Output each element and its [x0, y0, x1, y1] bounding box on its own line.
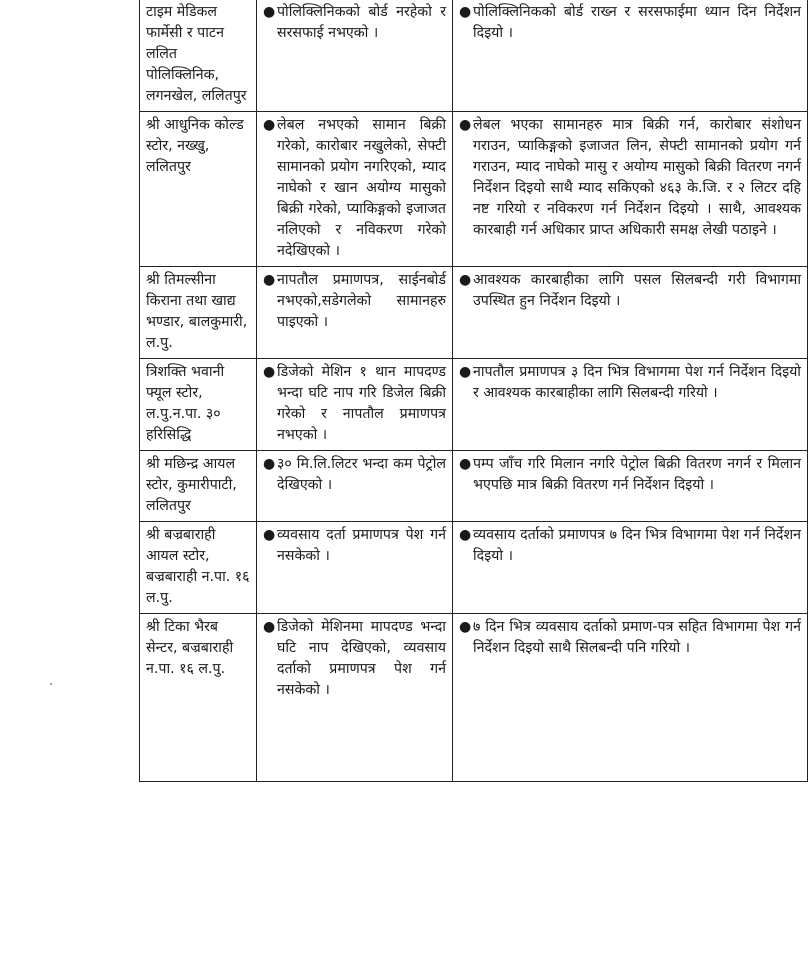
firm-cell: टाइम मेडिकल फार्मेसी र पाटन ललित पोलिक्लिनिक, लगनखेल, ललितपुर: [140, 0, 257, 112]
bullet-icon: ●: [263, 4, 276, 20]
table-row: [140, 614, 808, 782]
finding-cell: [257, 451, 453, 522]
table-row: [140, 0, 808, 112]
finding-text: लेबल नभएको सामान बिक्री गरेको, कारोबार नखुलेको, सेफ्टी सामानको प्रयोग नगरिएको, म्याद नाघेको र खान अयोग्य मासुको बिक्री गरेको, प्याकिङ्गको इजाजत नलिएको र नविकरण गरेको नदेखिएको ।: [277, 117, 446, 259]
bullet-icon: ●: [459, 117, 472, 133]
finding-cell: [257, 112, 453, 267]
table-row: [140, 112, 808, 267]
action-cell: [453, 522, 808, 614]
bullet-icon: ●: [459, 4, 472, 20]
action-text: ७ दिन भित्र व्यवसाय दर्ताको प्रमाण-पत्र सहित विभागमा पेश गर्न निर्देशन दिइयो साथै सिलबन्दी पनि गरियो ।: [473, 619, 801, 656]
firm-cell: श्री मछिन्द्र आयल स्टोर, कुमारीपाटी, ललितपुर: [140, 451, 257, 522]
finding-text: डिजेको मेशिन १ थान मापदण्ड भन्दा घटि नाप गरि डिजेल बिक्री गरेको र नापतौल प्रमाणपत्र नभएको ।: [277, 364, 446, 443]
bullet-icon: ●: [263, 527, 276, 543]
finding-cell: [257, 522, 453, 614]
bullet-icon: ●: [263, 456, 276, 472]
finding-text: ३० मि.लि.लिटर भन्दा कम पेट्रोल देखिएको ।: [277, 456, 446, 493]
action-cell: [453, 112, 808, 267]
bullet-icon: ●: [459, 364, 472, 380]
finding-cell: [257, 0, 453, 112]
firm-cell: श्री बज्रबाराही आयल स्टोर, बज्रबाराही न.पा. १६ ल.पु.: [140, 522, 257, 614]
table-row: [140, 522, 808, 614]
action-text: पोलिक्लिनिकको बोर्ड राख्न र सरसफाईमा ध्यान दिन निर्देशन दिइयो ।: [473, 4, 801, 41]
finding-cell: [257, 614, 453, 782]
bullet-icon: ●: [459, 619, 472, 635]
action-cell: [453, 359, 808, 451]
table-row: [140, 359, 808, 451]
action-cell: [453, 451, 808, 522]
finding-cell: [257, 359, 453, 451]
finding-text: नापतौल प्रमाणपत्र, साईनबोर्ड नभएको,सडेगलेको सामानहरु पाइएको ।: [277, 272, 446, 330]
action-cell: [453, 614, 808, 782]
bullet-icon: ●: [263, 619, 276, 635]
finding-cell: [257, 267, 453, 359]
bullet-icon: ●: [459, 272, 472, 288]
firm-cell: त्रिशक्ति भवानी फ्यूल स्टोर, ल.पु.न.पा. ३० हरिसिद्धि: [140, 359, 257, 451]
firm-cell: श्री आधुनिक कोल्ड स्टोर, नख्खु, ललितपुर: [140, 112, 257, 267]
action-text: आवश्यक कारबाहीका लागि पसल सिलबन्दी गरी विभागमा उपस्थित हुन निर्देशन दिइयो ।: [473, 272, 801, 309]
action-text: नापतौल प्रमाणपत्र ३ दिन भित्र विभागमा पेश गर्न निर्देशन दिइयो र आवश्यक कारबाहीका लागि सिलबन्दी गरियो ।: [473, 364, 801, 401]
inspection-table: [139, 0, 808, 782]
bullet-icon: ●: [263, 364, 276, 380]
bullet-icon: ●: [459, 527, 472, 543]
action-cell: [453, 0, 808, 112]
scan-speck: [50, 683, 52, 685]
action-text: लेबल भएका सामानहरु मात्र बिक्री गर्न, कारोबार संशोधन गराउन, प्याकिङ्गको इजाजत लिन, सेफ्टी सामानको प्रयोग गर्न गराउन, म्याद नाघेको मासु र अयोग्य मासुको बिक्री वितरण नगर्न निर्देशन दिइयो साथै म्याद सकिएको ४६३ के.जि. र २ लिटर दहि नष्ट गरियो र नविकरण गर्न निर्देशन दिइयो । साथै, आवश्यक कारबाही गर्न अधिकार प्राप्त अधिकारी समक्ष लेखी पठाइने ।: [473, 117, 801, 238]
firm-cell: श्री तिमल्सीना किराना तथा खाद्य भण्डार, बालकुमारी, ल.पु.: [140, 267, 257, 359]
action-cell: [453, 267, 808, 359]
table-row: [140, 451, 808, 522]
action-text: व्यवसाय दर्ताको प्रमाणपत्र ७ दिन भित्र विभागमा पेश गर्न निर्देशन दिइयो ।: [473, 527, 801, 564]
bullet-icon: ●: [459, 456, 472, 472]
firm-cell: श्री टिका भैरब सेन्टर, बज्रबाराही न.पा. १६ ल.पु.: [140, 614, 257, 782]
bullet-icon: ●: [263, 272, 276, 288]
finding-text: व्यवसाय दर्ता प्रमाणपत्र पेश गर्न नसकेको ।: [277, 527, 446, 564]
table-row: [140, 267, 808, 359]
finding-text: पोलिक्लिनिकको बोर्ड नरहेको र सरसफाई नभएको ।: [277, 4, 446, 41]
finding-text: डिजेको मेशिनमा मापदण्ड भन्दा घटि नाप देखिएको, व्यवसाय दर्ताको प्रमाणपत्र पेश गर्न नसकेको ।: [277, 619, 446, 698]
action-text: पम्प जाँच गरि मिलान नगरि पेट्रोल बिक्री वितरण नगर्न र मिलान भएपछि मात्र बिक्री वितरण गर्न निर्देशन दिइयो ।: [473, 456, 801, 493]
bullet-icon: ●: [263, 117, 276, 133]
